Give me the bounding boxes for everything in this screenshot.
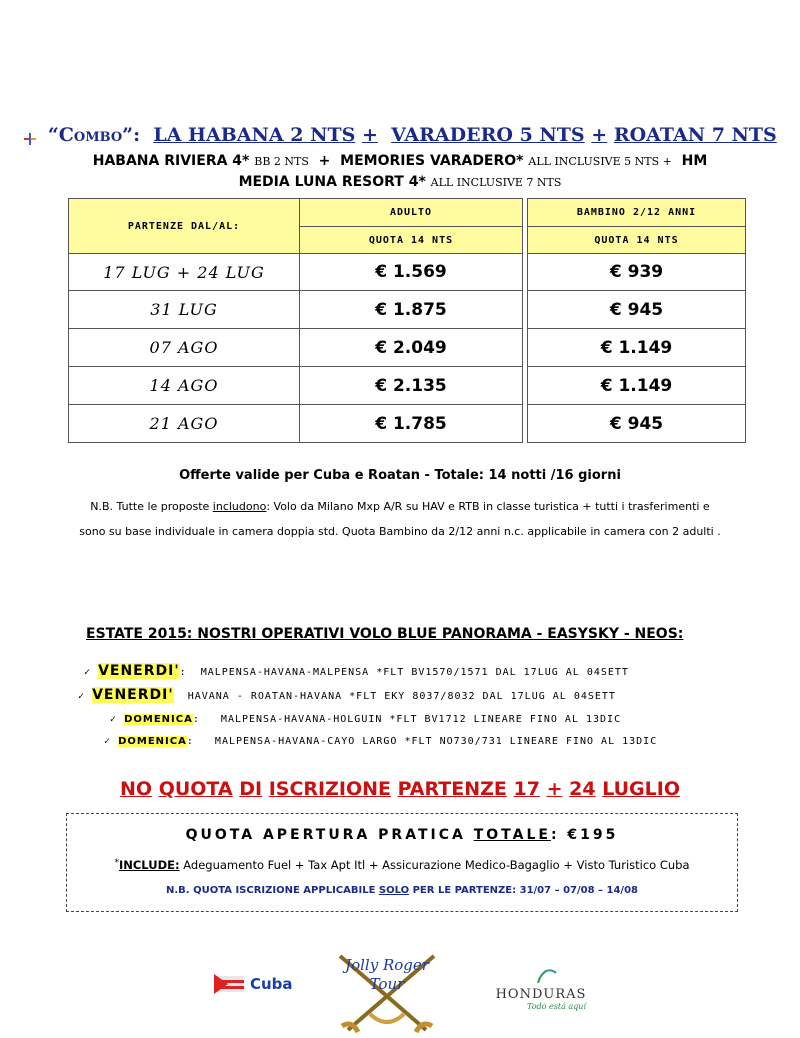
flight-day: DOMENICA: [118, 736, 187, 747]
box-nb-line: [67, 885, 737, 896]
row-date: 21 AGO: [69, 405, 300, 443]
include-label: INCLUDE:: [118, 858, 180, 872]
hotel-habana-riviera: HABANA RIVIERA 4*: [92, 153, 250, 169]
no-quota-banner: [0, 778, 800, 800]
box-nb-solo: SOLO: [378, 885, 410, 896]
title-plus-1: +: [361, 124, 378, 146]
row-child-price: € 945: [528, 291, 746, 329]
hotel-memories-varadero: MEMORIES VARADERO*: [340, 153, 524, 169]
include-star: *: [114, 858, 119, 868]
combo-label: “Combo”:: [47, 124, 141, 146]
flight-day: VENERDI': [92, 687, 174, 703]
nb-line-1-start: N.B. Tutte le proposte: [90, 500, 213, 513]
flight-route: MALPENSA-HAVANA-MALPENSA *FLT BV1570/1571 DAL 17LUG AL 04SETT: [200, 667, 629, 678]
row-child-price: € 1.149: [528, 329, 746, 367]
check-icon: ✓: [104, 736, 112, 747]
hotel-habana-plan: BB 2 NTS: [254, 155, 309, 168]
check-icon: ✓: [110, 714, 118, 725]
offerte-valide: Offerte valide per Cuba e Roatan - Totale: 14 notti /16 giorni: [179, 468, 621, 483]
box-nb-start: N.B. QUOTA ISCRIZIONE APPLICABILE: [166, 885, 379, 896]
star-bullet-icon: [23, 129, 37, 143]
header-quota-bambino: QUOTA 14 NTS: [528, 227, 746, 254]
flight-route: MALPENSA-HAVANA-CAYO LARGO *FLT NO730/731 LINEARE FINO AL 13DIC: [214, 736, 658, 747]
noquota-word: ISCRIZIONE: [268, 778, 391, 800]
jolly-roger-logo: [330, 950, 444, 1038]
table-row: [69, 291, 746, 329]
table-row: [69, 367, 746, 405]
include-line: [67, 858, 737, 872]
offer-title: [0, 124, 800, 146]
header-bambino: BAMBINO 2/12 ANNI: [528, 199, 746, 227]
quota-amount: : €195: [550, 827, 619, 843]
honduras-logo: [486, 968, 596, 1011]
noquota-word: LUGLIO: [602, 778, 680, 800]
table-row: [69, 254, 746, 291]
row-child-price: € 939: [528, 254, 746, 291]
flight-day: VENERDI': [98, 663, 180, 679]
title-roatan: ROATAN 7 NTS: [613, 124, 777, 146]
honduras-text: HONDURAS: [495, 987, 587, 1002]
row-date: 17 LUG + 24 LUG: [69, 254, 300, 291]
table-row: [69, 405, 746, 443]
row-adult-price: € 1.569: [300, 254, 523, 291]
flight-day: DOMENICA: [124, 714, 193, 725]
title-plus-2: +: [591, 124, 608, 146]
honduras-tagline: Todo está aquí: [527, 1002, 586, 1011]
flight-row: ✓ DOMENICA: MALPENSA-HAVANA-HOLGUIN *FLT BV1712 LINEARE FINO AL 13DIC: [110, 714, 622, 725]
cuba-logo: [214, 972, 293, 996]
jolly-roger-text: Jolly Roger: [345, 956, 429, 974]
hotel-media-luna: MEDIA LUNA RESORT 4*: [238, 174, 426, 190]
hotel-media-luna-plan: ALL INCLUSIVE 7 NTS: [430, 176, 562, 189]
flight-row: [78, 687, 616, 703]
noquota-word: QUOTA: [158, 778, 233, 800]
jolly-tour-text: Tour: [369, 975, 405, 993]
nb-includono: includono: [212, 500, 267, 513]
header-partenze-label: PARTENZE DAL/AL:: [127, 220, 241, 232]
quota-apertura: [67, 827, 737, 843]
header-quota-adulto: QUOTA 14 NTS: [300, 227, 523, 254]
quota-apertura-label: QUOTA APERTURA PRATICA: [185, 827, 474, 843]
hotel-hm: HM: [681, 153, 708, 169]
check-icon: ✓: [78, 691, 86, 702]
hotels-plus: +: [318, 153, 331, 169]
title-habana: LA HABANA 2 NTS: [153, 124, 356, 146]
quota-totale-label: TOTALE: [473, 827, 551, 843]
include-text: Adeguamento Fuel + Tax Apt Itl + Assicurazione Medico-Bagaglio + Visto Turistico Cuba: [179, 858, 690, 872]
hotels-line-1: [0, 153, 800, 169]
estate-heading: ESTATE 2015: NOSTRI OPERATIVI VOLO BLUE PANORAMA - EASYSKY - NEOS:: [86, 626, 684, 642]
noquota-word: 24: [569, 778, 596, 800]
noquota-word: 17: [513, 778, 540, 800]
row-date: 14 AGO: [69, 367, 300, 405]
hotels-line-2: [0, 174, 800, 190]
row-adult-price: € 1.785: [300, 405, 523, 443]
row-date: 31 LUG: [69, 291, 300, 329]
table-row: [69, 329, 746, 367]
header-adulto: ADULTO: [300, 199, 523, 227]
title-varadero: VARADERO 5 NTS: [391, 124, 585, 146]
nb-line-1: [0, 500, 800, 513]
noquota-word: +: [546, 778, 563, 800]
noquota-word: PARTENZE: [397, 778, 507, 800]
flight-row: ✓ VENERDI': MALPENSA-HAVANA-MALPENSA *FLT BV1570/1571 DAL 17LUG AL 04SETT: [84, 663, 629, 679]
row-child-price: € 1.149: [528, 367, 746, 405]
flight-route: MALPENSA-HAVANA-HOLGUIN *FLT BV1712 LINEARE FINO AL 13DIC: [220, 714, 622, 725]
header-partenze: [69, 199, 300, 254]
row-date: 07 AGO: [69, 329, 300, 367]
nb-line-2: sono su base individuale in camera doppia std. Quota Bambino da 2/12 anni n.c. applicabile in camera con 2 adulti .: [79, 525, 721, 538]
row-adult-price: € 2.135: [300, 367, 523, 405]
hotel-memories-plan: ALL INCLUSIVE 5 NTS +: [528, 155, 672, 168]
price-table: [68, 198, 746, 443]
box-nb-end: PER LE PARTENZE: 31/07 – 07/08 – 14/08: [409, 885, 638, 896]
flight-row: ✓ DOMENICA: MALPENSA-HAVANA-CAYO LARGO *FLT NO730/731 LINEARE FINO AL 13DIC: [104, 736, 658, 747]
cuba-logo-text: Cuba: [250, 975, 293, 993]
noquota-word: NO: [120, 778, 153, 800]
row-adult-price: € 1.875: [300, 291, 523, 329]
noquota-word: DI: [239, 778, 263, 800]
cuba-flag-icon: [214, 972, 248, 996]
quota-box: [66, 813, 738, 912]
nb-line-1-end: : Volo da Milano Mxp A/R su HAV e RTB in classe turistica + tutti i trasferimenti e: [266, 500, 710, 513]
palm-icon: [486, 969, 596, 983]
flight-route: HAVANA - ROATAN-HAVANA *FLT EKY 8037/8032 DAL 17LUG AL 04SETT: [187, 691, 616, 702]
row-adult-price: € 2.049: [300, 329, 523, 367]
row-child-price: € 945: [528, 405, 746, 443]
check-icon: ✓: [84, 667, 92, 678]
